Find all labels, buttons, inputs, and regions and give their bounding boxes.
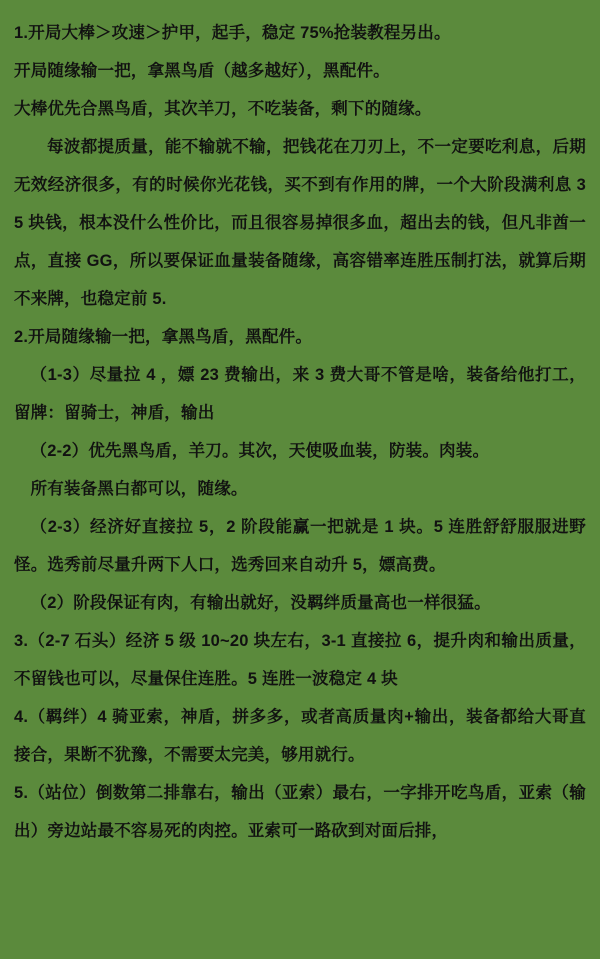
paragraph: （2）阶段保证有肉，有输出就好，没羁绊质量高也一样很猛。 bbox=[30, 594, 491, 612]
paragraph: 5.（站位）倒数第二排靠右，输出（亚索）最右，一字排开吃鸟盾，亚索（输出）旁边站最不容易死的肉控。亚索可一路砍到对面后排， bbox=[14, 784, 586, 840]
paragraph: 3.（2-7 石头）经济 5 级 10~20 块左右，3-1 直接拉 6，提升肉和输出质量，不留钱也可以，尽量保住连胜。5 连胜一波稳定 4 块 bbox=[14, 632, 586, 688]
paragraph: （1-3）尽量拉 4 ，嫖 23 费输出，来 3 费大哥不管是啥，装备给他打工，留牌：留骑士，神盾，输出 bbox=[14, 366, 586, 422]
paragraph: （2-2）优先黑鸟盾，羊刀。其次，天使吸血装，防装。肉装。 bbox=[30, 442, 490, 460]
paragraph: 所有装备黑白都可以，随缘。 bbox=[30, 480, 248, 498]
paragraph: 2.开局随缘输一把，拿黑鸟盾，黑配件。 bbox=[14, 328, 313, 346]
paragraph: 大棒优先合黑鸟盾，其次羊刀，不吃装备，剩下的随缘。 bbox=[14, 100, 432, 118]
paragraph: 4.（羁绊）4 骑亚索，神盾，拼多多，或者高质量肉+输出，装备都给大哥直接合，果断不犹豫，不需要太完美，够用就行。 bbox=[14, 708, 586, 764]
paragraph: 1.开局大棒＞攻速＞护甲，起手，稳定 75%抢装教程另出。 bbox=[14, 24, 451, 42]
paragraph: 每波都提质量，能不输就不输，把钱花在刀刃上，不一定要吃利息，后期无效经济很多，有的时候你光花钱，买不到有作用的牌，一个大阶段满利息 35 块钱，根本没什么性价比，而且很容易掉很多血，超出去的钱，但凡非酋一点，直接 GG，所以要保证血量装备随缘，高容错率连胜压制打法，就算后期不来牌，也稳定前 5. bbox=[14, 138, 586, 308]
paragraph: 开局随缘输一把，拿黑鸟盾（越多越好），黑配件。 bbox=[14, 62, 390, 80]
paragraph: （2-3）经济好直接拉 5，2 阶段能赢一把就是 1 块。5 连胜舒舒服服进野怪。选秀前尽量升两下人口，选秀回来自动升 5，嫖高费。 bbox=[14, 518, 586, 574]
